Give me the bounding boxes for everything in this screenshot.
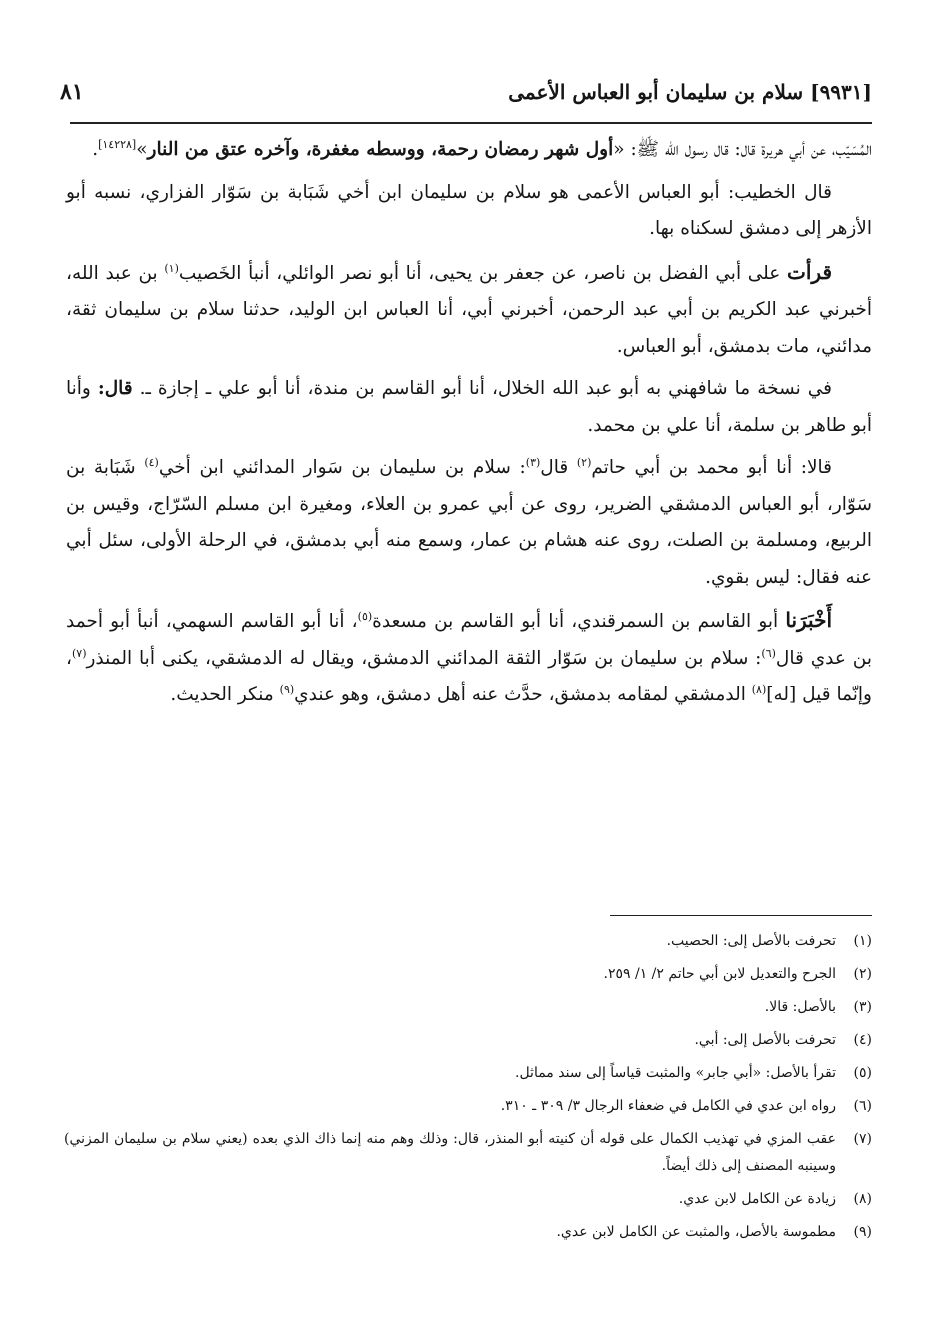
- footnote-ref: (٨): [751, 682, 767, 696]
- page-header: [60, 72, 872, 112]
- text-run: »: [136, 139, 148, 160]
- footnote-text: مطموسة بالأصل، والمثبت عن الكامل لابن عدي.: [556, 1224, 836, 1240]
- text-run: ، وإنّما قيل [له]: [66, 647, 872, 705]
- text-run: في نسخة ما شافهني به أبو عبد الله الخلال، أنا أبو القاسم بن مندة، أنا أبو علي ـ إجازة ـ.: [132, 378, 832, 399]
- paragraph-5: [66, 450, 872, 596]
- footnote-number: (٩): [853, 1224, 872, 1240]
- main-text: [66, 132, 872, 720]
- footnote-text: تحرفت بالأصل إلى: أبي.: [694, 1032, 836, 1048]
- footnote-number: (٨): [853, 1191, 872, 1207]
- footnote-text: تقرأ بالأصل: «أبي جابر» والمثبت قياساً إلى سند مماثل.: [515, 1065, 836, 1081]
- text-run: الدمشقي لمقامه بدمشق، حدَّث عنه أهل دمشق، وهو عندي: [294, 684, 752, 705]
- footnote: [64, 1186, 872, 1213]
- footnote-number: (٣): [853, 999, 872, 1015]
- text-run: : سلام بن سليمان بن سَوّار الثقة المدائني الدمشق، ويقال له الدمشقي، يكنى أبا المنذر: [86, 647, 762, 669]
- footnote-ref: (٦): [761, 646, 776, 660]
- footnote-text: تحرفت بالأصل إلى: الحصيب.: [666, 933, 836, 949]
- running-title: [٩٩٣١] سلام بن سليمان أبو العباس الأعمى: [508, 80, 872, 104]
- footnote-ref: (٣): [525, 455, 541, 469]
- footnote: [64, 1219, 872, 1246]
- footnote: [64, 1027, 872, 1054]
- footnotes: [64, 928, 872, 1252]
- footnote: [64, 928, 872, 955]
- paragraph-6: [66, 602, 872, 714]
- text-run: : سلام بن سليمان بن سَوار المدائني ابن أخي: [158, 457, 526, 478]
- footnote: [64, 1060, 872, 1087]
- footnote-number: (١): [853, 933, 872, 949]
- footnote-number: (٢): [853, 966, 872, 982]
- text-run: قالا: أنا أبو محمد بن أبي حاتم: [591, 457, 832, 478]
- text-run: .: [92, 139, 99, 160]
- footnote-ref: (٩): [279, 682, 295, 696]
- footnote-number: (٧): [853, 1131, 872, 1147]
- paragraph-4: [66, 371, 872, 444]
- footnote-ref: (٢): [576, 455, 592, 469]
- footnote: [64, 994, 872, 1021]
- text-run: وأنا أبو طاهر بن سلمة، أنا علي بن محمد.: [66, 378, 872, 436]
- text-run: بن عبد الله، أخبرني عبد الكريم بن أبي عبد الرحمن، أخبرني أبي، أنا العباس ابن الوليد، حدثنا سلام بن سليمان ثقة، مدائني، مات بدمشق، أبو العباس.: [66, 262, 872, 357]
- footnote-ref: (١): [164, 261, 179, 275]
- text-run: ، أنا أبو القاسم السهمي، أنبأ أبو أحمد بن عدي قال: [66, 611, 872, 669]
- paragraph-3: [66, 254, 872, 366]
- header-rule: [70, 122, 872, 124]
- footnote-text: عقب المزي في تهذيب الكمال على قوله أن كنيته أبو المنذر، قال: وذلك وهم منه إنما ذاك الذي بعده (يعني سلام بن سليمان المزني) وسينبه المصنف إلى ذلك أيضاً.: [64, 1131, 836, 1174]
- text-run: المُسَيّب، عن أبي هريرة قال: قال رسول الله ﷺ: «: [613, 139, 872, 160]
- footnote-text: الجرح والتعديل لابن أبي حاتم ٢/ ١/ ٢٥٩.: [603, 966, 836, 982]
- lead-word: قال:: [97, 378, 133, 399]
- hadith-quote: أول شهر رمضان رحمة، ووسطه مغفرة، وآخره عتق من النار: [147, 139, 614, 160]
- reference-number: [١٤٢٢٨]: [98, 137, 137, 151]
- page-number: ٨١: [60, 79, 84, 105]
- footnote-rule: [610, 915, 872, 916]
- footnote-ref: (٧): [71, 646, 87, 660]
- footnote-ref: (٤): [144, 455, 159, 469]
- footnote: [64, 1126, 872, 1180]
- footnote-ref: (٥): [357, 609, 373, 623]
- footnote-text: بالأصل: قالا.: [764, 999, 836, 1015]
- footnote-text: زيادة عن الكامل لابن عدي.: [678, 1191, 836, 1207]
- footnote: [64, 1093, 872, 1120]
- footnote-number: (٤): [853, 1032, 872, 1048]
- text-run: شَبَابة بن سَوّار، أبو العباس الدمشقي الضرير، روى عن أبي عمرو بن العلاء، ومغيرة ابن مسلم السّرّاج، وقيس بن الربيع، ومسلمة بن الصلت، روى عنه هشام بن عمار، وسمع منه أبي بدمشق، في الرحلة الأولى، سئل أبي عنه فقال: ليس بقوي.: [66, 457, 872, 588]
- text-run: منكر الحديث.: [170, 684, 280, 705]
- paragraph-1: [66, 132, 872, 169]
- footnote-number: (٦): [853, 1098, 872, 1114]
- footnote-number: (٥): [853, 1065, 872, 1081]
- footnote-text: رواه ابن عدي في الكامل في ضعفاء الرجال ٣/ ٣٠٩ ـ ٣١٠.: [500, 1098, 836, 1114]
- lead-word: قرأت: [787, 259, 833, 284]
- paragraph-2: قال الخطيب: أبو العباس الأعمى هو سلام بن سليمان ابن أخي شَبَابة بن سَوّار الفزاري، نسبه أبو الأزهر إلى دمشق لسكناه بها.: [66, 181, 872, 239]
- text-run: على أبي الفضل بن ناصر، عن جعفر بن يحيى، أنا أبو نصر الوائلي، أنبأ الخَصيب: [178, 262, 788, 284]
- text-run: أبو القاسم بن السمرقندي، أنا أبو القاسم بن مسعدة: [372, 611, 786, 632]
- footnote: [64, 961, 872, 988]
- lead-word: أَخْبَرَنا: [785, 608, 832, 632]
- text-run: قال: [540, 457, 577, 478]
